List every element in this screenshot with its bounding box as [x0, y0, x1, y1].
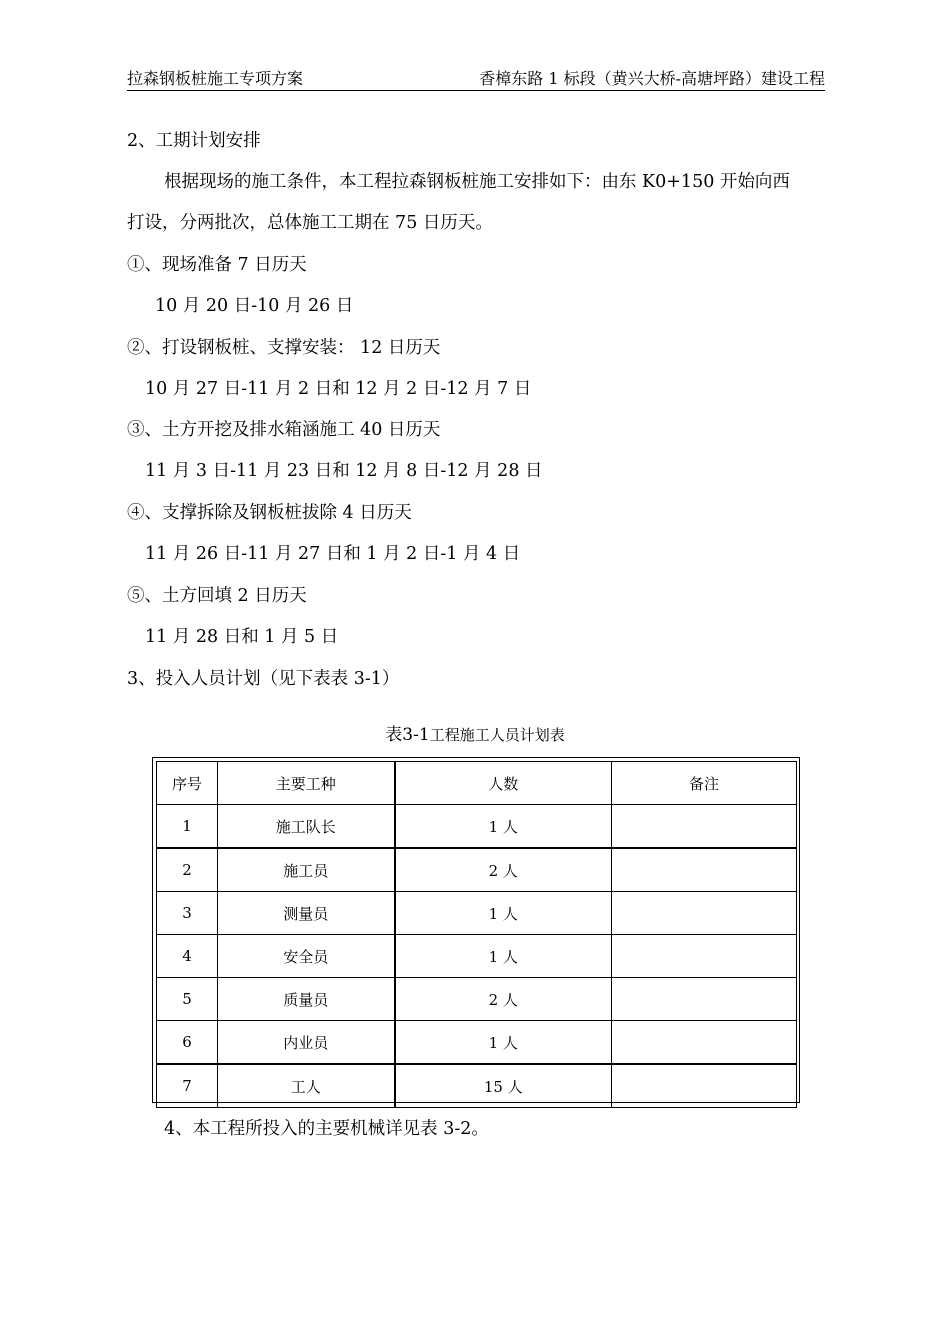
- cell-index: 6: [157, 1021, 218, 1065]
- cell-remarks: [612, 848, 797, 892]
- cell-remarks: [612, 1021, 797, 1065]
- cell-count: 2 人: [395, 978, 612, 1021]
- table-header-row: [157, 762, 797, 805]
- cell-index: 5: [157, 978, 218, 1021]
- cell-trade: 内业员: [218, 1021, 395, 1065]
- cell-count: 15 人: [395, 1064, 612, 1108]
- cell-trade: 质量员: [218, 978, 395, 1021]
- cell-index: 4: [157, 935, 218, 978]
- cell-trade: 工人: [218, 1064, 395, 1108]
- page-header: [127, 68, 825, 91]
- schedule-paragraph-line-1: 根据现场的施工条件，本工程拉森钢板桩施工安排如下：由东 K0+150 开始向西: [164, 172, 790, 192]
- item-3-title: ③、土方开挖及排水箱涵施工 40 日历天: [127, 420, 441, 440]
- item-5-title: ⑤、土方回填 2 日历天: [127, 586, 307, 606]
- cell-count: 1 人: [395, 892, 612, 935]
- cell-trade: 施工队长: [218, 805, 395, 849]
- item-1-dates: 10 月 20 日-10 月 26 日: [155, 296, 354, 316]
- header-cell-remarks: 备注: [612, 762, 797, 805]
- table-caption-title: 工程施工人员计划表: [429, 726, 565, 744]
- personnel-table-frame: [152, 757, 800, 1103]
- item-1-title: ①、现场准备 7 日历天: [127, 255, 307, 275]
- item-5-dates: 11 月 28 日和 1 月 5 日: [145, 627, 339, 647]
- personnel-plan-table: [156, 761, 797, 1108]
- cell-index: 3: [157, 892, 218, 935]
- cell-remarks: [612, 978, 797, 1021]
- schedule-paragraph-line-2: 打设，分两批次，总体施工工期在 75 日历天。: [127, 213, 493, 233]
- item-2-title: ②、打设钢板桩、支撑安装： 12 日历天: [127, 338, 441, 358]
- cell-remarks: [612, 805, 797, 849]
- section-4-text: 4、本工程所投入的主要机械详见表 3-2。: [164, 1119, 489, 1139]
- header-cell-count: 人数: [395, 762, 612, 805]
- table-row: [157, 1021, 797, 1065]
- cell-index: 1: [157, 805, 218, 849]
- table-row: [157, 848, 797, 892]
- table-row: [157, 892, 797, 935]
- cell-trade: 安全员: [218, 935, 395, 978]
- table-row: [157, 935, 797, 978]
- table-row: [157, 978, 797, 1021]
- cell-count: 1 人: [395, 805, 612, 849]
- cell-trade: 施工员: [218, 848, 395, 892]
- table-caption-number: 表3-1: [385, 725, 430, 745]
- cell-index: 7: [157, 1064, 218, 1108]
- item-2-dates: 10 月 27 日-11 月 2 日和 12 月 2 日-12 月 7 日: [145, 379, 532, 399]
- cell-remarks: [612, 935, 797, 978]
- item-3-dates: 11 月 3 日-11 月 23 日和 12 月 8 日-12 月 28 日: [145, 461, 543, 481]
- table-caption: [0, 720, 950, 745]
- header-document-title: 拉森钢板桩施工专项方案: [127, 69, 304, 88]
- section-2-heading: 2、工期计划安排: [127, 131, 261, 151]
- header-cell-trade: 主要工种: [218, 762, 395, 805]
- cell-remarks: [612, 892, 797, 935]
- table-row: [157, 805, 797, 849]
- cell-count: 2 人: [395, 848, 612, 892]
- cell-count: 1 人: [395, 935, 612, 978]
- header-project-name: 香樟东路 1 标段（黄兴大桥-高塘坪路）建设工程: [479, 69, 825, 88]
- cell-remarks: [612, 1064, 797, 1108]
- header-cell-index: 序号: [157, 762, 218, 805]
- item-4-dates: 11 月 26 日-11 月 27 日和 1 月 2 日-1 月 4 日: [145, 544, 521, 564]
- cell-count: 1 人: [395, 1021, 612, 1065]
- item-4-title: ④、支撑拆除及钢板桩拔除 4 日历天: [127, 503, 412, 523]
- cell-trade: 测量员: [218, 892, 395, 935]
- cell-index: 2: [157, 848, 218, 892]
- table-row: [157, 1064, 797, 1108]
- section-3-heading: 3、投入人员计划（见下表表 3-1）: [127, 669, 400, 689]
